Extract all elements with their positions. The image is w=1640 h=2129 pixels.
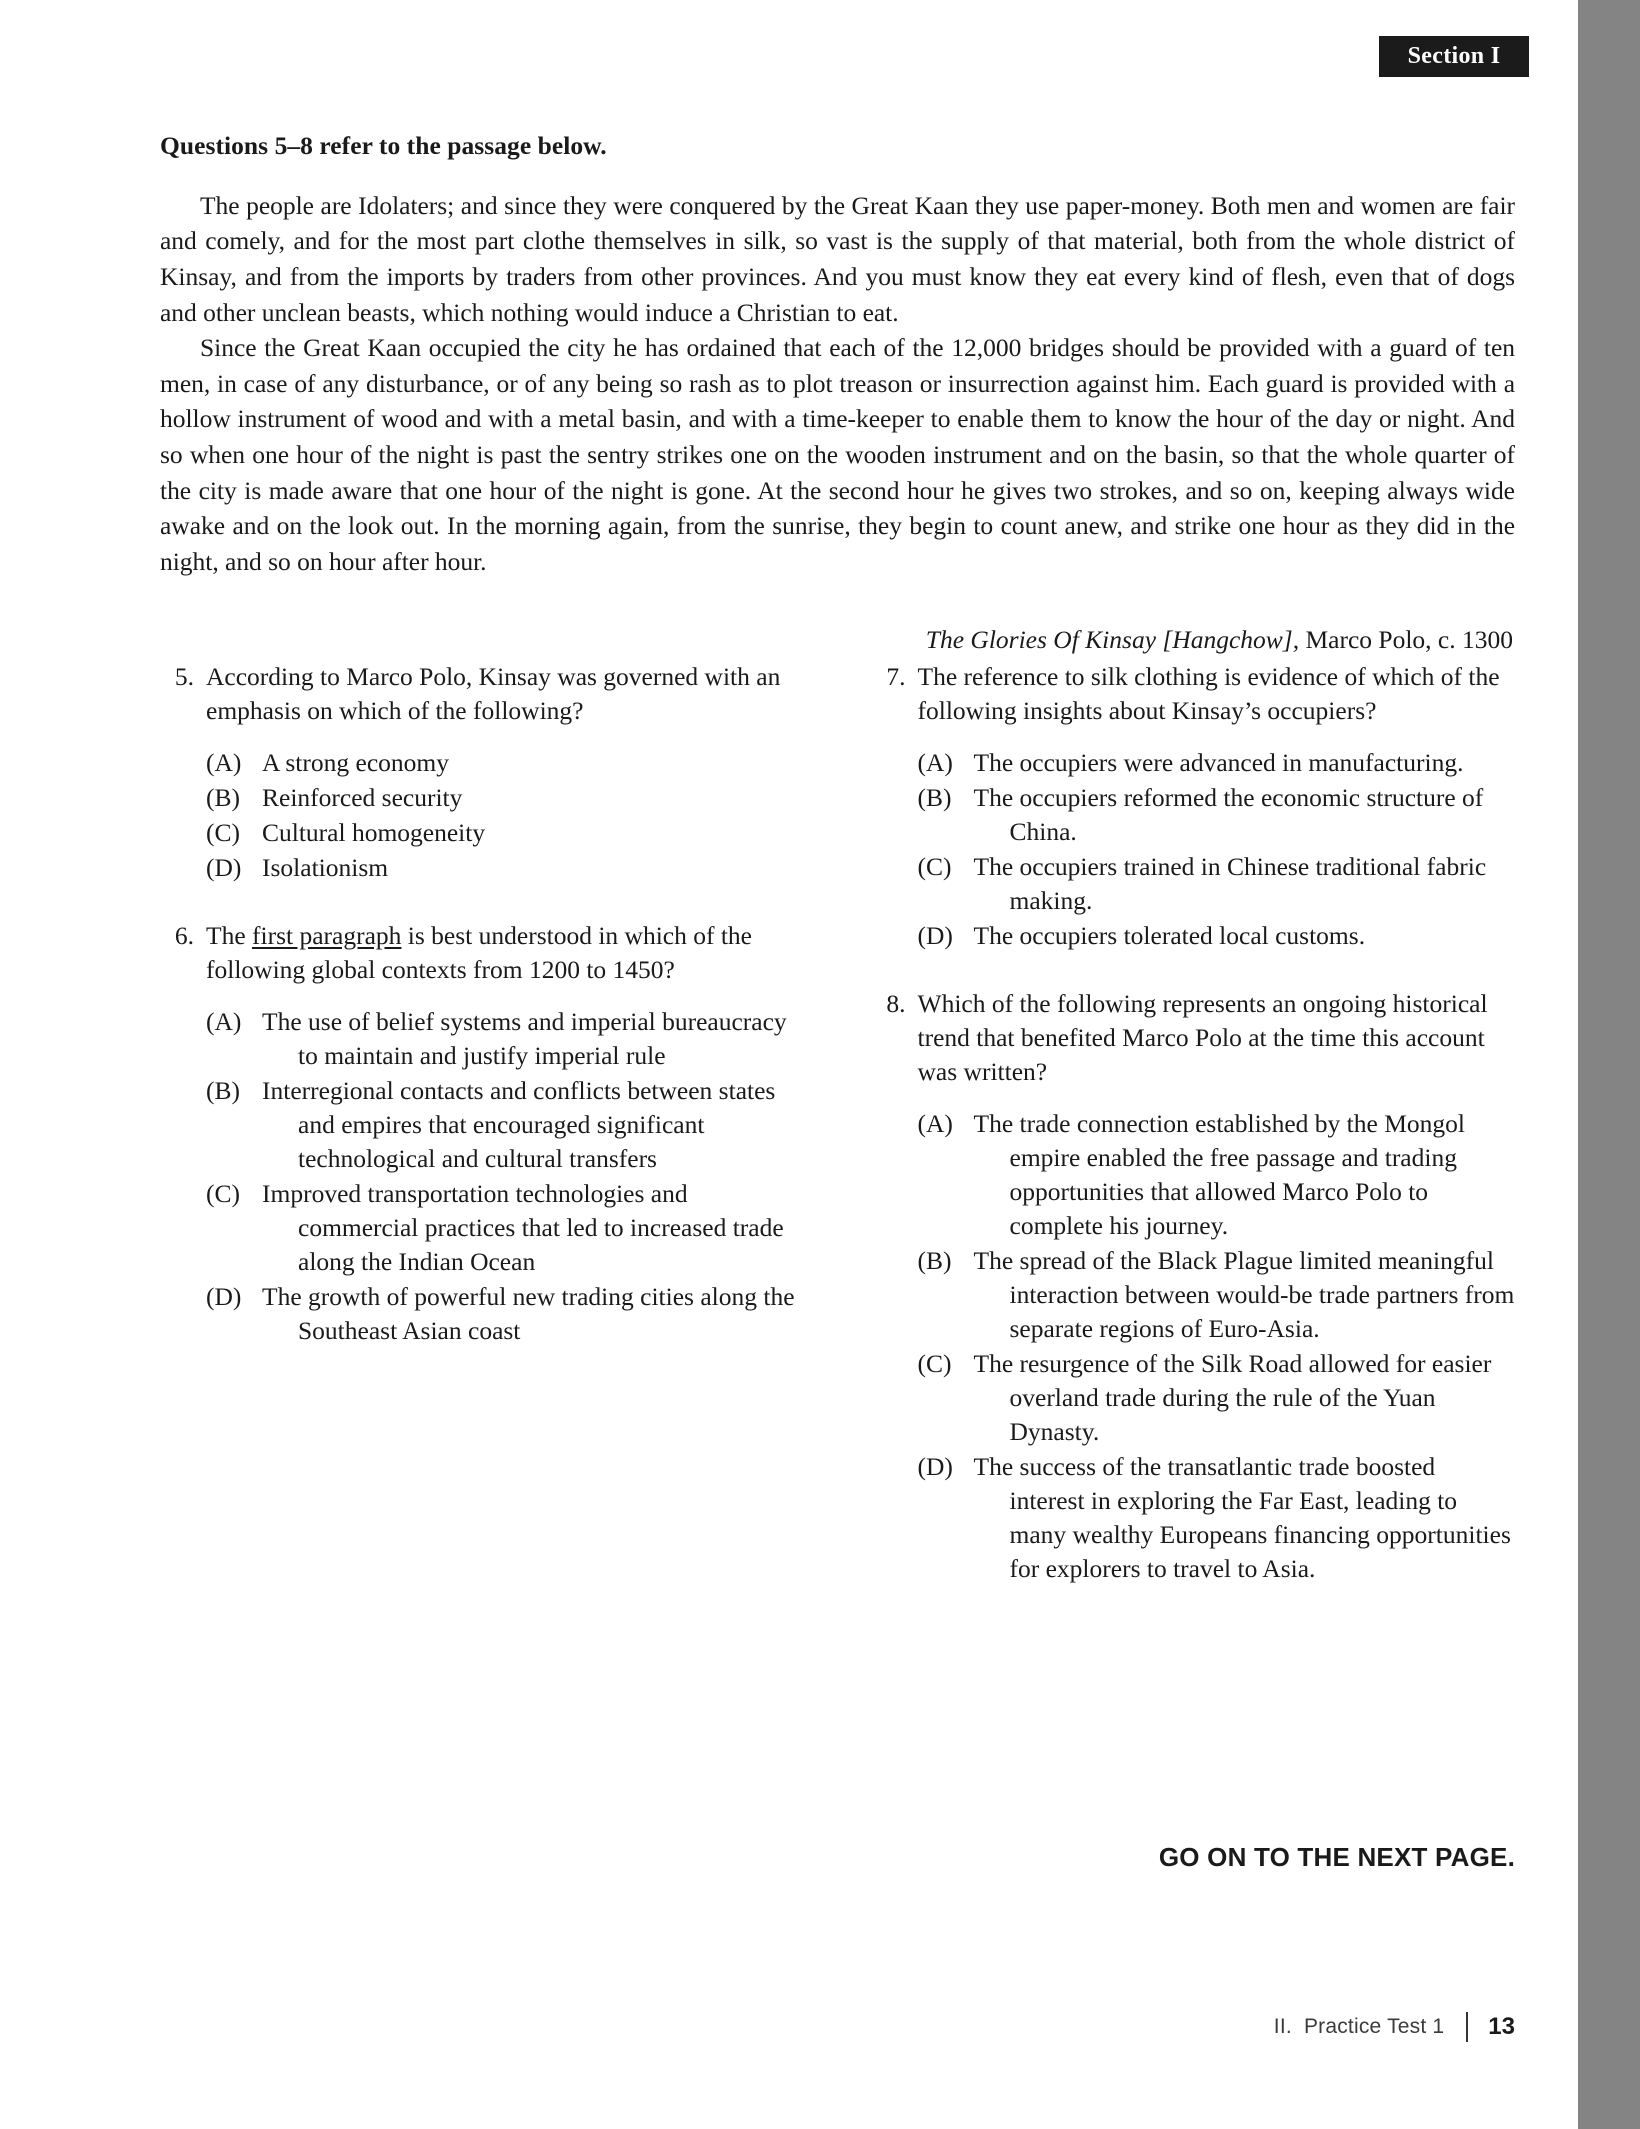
question-7: [872, 660, 1516, 953]
attribution-title: The Glories Of Kinsay [Hangchow],: [925, 625, 1300, 655]
answer-choice-A[interactable]: [918, 1107, 1516, 1243]
choice-text: Cultural homogeneity: [262, 818, 486, 847]
choice-letter: (C): [917, 852, 952, 881]
choice-text: Interregional contacts and conflicts between states and empires that encouraged significant technological and cultural transfers: [262, 1076, 776, 1173]
answer-choices: [918, 1107, 1516, 1586]
footer-divider: [1466, 2012, 1468, 2042]
choice-text: The trade connection established by the Mongol empire enabled the free passage and trading opportunities that allowed Marco Polo to complete his journey.: [973, 1109, 1465, 1240]
choice-letter: (B): [206, 1076, 240, 1105]
question-column-right: [872, 660, 1516, 1620]
choice-letter: (A): [917, 1109, 953, 1138]
question-stem: [160, 660, 804, 728]
answer-choice-D[interactable]: [206, 1280, 804, 1348]
question-text: Which of the following represents an ongoing historical trend that benefited Marco Polo at the time this account was written?: [917, 989, 1488, 1086]
section-badge: Section I: [1379, 36, 1529, 77]
choice-text: The use of belief systems and imperial bureaucracy to maintain and justify imperial rule: [262, 1007, 787, 1070]
answer-choice-D[interactable]: [206, 851, 804, 885]
choice-letter: (D): [206, 1282, 242, 1311]
question-column-left: [160, 660, 804, 1620]
answer-choice-D[interactable]: [918, 919, 1516, 953]
choice-text: The growth of powerful new trading cities along the Southeast Asian coast: [262, 1282, 795, 1345]
passage-paragraph-1: The people are Idolaters; and since they were conquered by the Great Kaan they use paper-money. Both men and women are fair and comely, and for the most part clothe themselves in silk, so vast is the supply of that material, both from the whole district of Kinsay, and from the imports by traders from other provinces. And you must know they eat every kind of flesh, even that of dogs and other unclean beasts, which nothing would induce a Christian to eat.: [160, 190, 1515, 327]
choice-text: The occupiers tolerated local customs.: [973, 921, 1366, 950]
choice-text: The success of the transatlantic trade boosted interest in exploring the Far East, leading to many wealthy Europeans financing opportunities for explorers to travel to Asia.: [973, 1452, 1511, 1583]
question-number: 6.: [174, 921, 194, 950]
choice-text: The occupiers trained in Chinese traditional fabric making.: [973, 852, 1487, 915]
question-number: 5.: [174, 662, 194, 691]
answer-choice-A[interactable]: [206, 746, 804, 780]
page-footer: [1274, 2012, 1515, 2042]
go-on-notice: GO ON TO THE NEXT PAGE.: [1158, 1842, 1515, 1872]
choice-text: The resurgence of the Silk Road allowed for easier overland trade during the rule of the Yuan Dynasty.: [973, 1349, 1492, 1446]
choice-text: A strong economy: [262, 748, 449, 777]
choice-letter: (C): [206, 818, 240, 847]
passage-block: [160, 130, 1515, 657]
choice-text: The spread of the Black Plague limited meaningful interaction between would-be trade partners from separate regions of Euro-Asia.: [973, 1246, 1515, 1343]
choice-text: The occupiers were advanced in manufacturing.: [973, 748, 1464, 777]
choice-letter: (A): [206, 1007, 242, 1036]
question-stem: [160, 919, 804, 987]
answer-choice-B[interactable]: [206, 1074, 804, 1176]
choice-letter: (B): [917, 783, 952, 812]
answer-choice-C[interactable]: [918, 1347, 1516, 1449]
choice-letter: (A): [917, 748, 953, 777]
page-number: 13: [1488, 2013, 1515, 2040]
question-5: [160, 660, 804, 885]
choice-letter: (A): [206, 748, 242, 777]
choice-letter: (C): [917, 1349, 952, 1378]
attribution-author: Marco Polo, c. 1300: [1299, 625, 1513, 655]
question-columns: [160, 660, 1515, 1620]
question-stem: [872, 987, 1516, 1089]
question-text: According to Marco Polo, Kinsay was governed with an emphasis on which of the following?: [206, 662, 781, 725]
passage-attribution: [160, 623, 1515, 656]
answer-choice-C[interactable]: [206, 1177, 804, 1279]
choice-text: Isolationism: [262, 853, 389, 882]
question-8: [872, 987, 1516, 1586]
choice-letter: (D): [206, 853, 242, 882]
choice-text: The occupiers reformed the economic structure of China.: [973, 783, 1484, 846]
question-6: [160, 919, 804, 1348]
passage-text: [160, 188, 1515, 580]
passage-heading: Questions 5–8 refer to the passage below.: [160, 131, 607, 160]
question-text: The first paragraph is best understood in which of the following global contexts from 1200 to 1450?: [206, 921, 752, 984]
question-number: 8.: [886, 989, 906, 1018]
choice-letter: (C): [206, 1179, 240, 1208]
answer-choices: [206, 1005, 804, 1348]
answer-choice-C[interactable]: [206, 816, 804, 850]
footer-book-section: II. Practice Test 1: [1273, 2015, 1445, 2038]
choice-text: Reinforced security: [262, 783, 463, 812]
question-stem: [872, 660, 1516, 728]
answer-choice-D[interactable]: [918, 1450, 1516, 1586]
answer-choices: [918, 746, 1516, 953]
choice-text: Improved transportation technologies and commercial practices that led to increased trade along the Indian Ocean: [262, 1179, 784, 1276]
answer-choice-A[interactable]: [206, 1005, 804, 1073]
passage-paragraph-2: Since the Great Kaan occupied the city he has ordained that each of the 12,000 bridges should be provided with a guard of ten men, in case of any disturbance, or of any being so rash as to plot treason or insurrection against him. Each guard is provided with a hollow instrument of wood and with a metal basin, and with a time-keeper to enable them to know the hour of the day or night. And so when one hour of the night is past the sentry strikes one on the wooden instrument and on the basin, so that the whole quarter of the city is made aware that one hour of the night is gone. At the second hour he gives two strokes, and so on, keeping always wide awake and on the look out. In the morning again, from the sunrise, they begin to count anew, and strike one hour as they did in the night, and so on hour after hour.: [160, 333, 1515, 576]
answer-choices: [206, 746, 804, 885]
answer-choice-B[interactable]: [918, 781, 1516, 849]
answer-choice-A[interactable]: [918, 746, 1516, 780]
choice-letter: (D): [917, 921, 953, 950]
answer-choice-B[interactable]: [918, 1244, 1516, 1346]
answer-choice-C[interactable]: [918, 850, 1516, 918]
question-number: 7.: [886, 662, 906, 691]
question-text: The reference to silk clothing is evidence of which of the following insights about Kinsay’s occupiers?: [917, 662, 1500, 725]
choice-letter: (D): [917, 1452, 953, 1481]
page-edge-gray-bar: [1578, 0, 1640, 2129]
choice-letter: (B): [917, 1246, 952, 1275]
answer-choice-B[interactable]: [206, 781, 804, 815]
question-underlined-phrase: first paragraph: [252, 921, 402, 950]
choice-letter: (B): [206, 783, 240, 812]
